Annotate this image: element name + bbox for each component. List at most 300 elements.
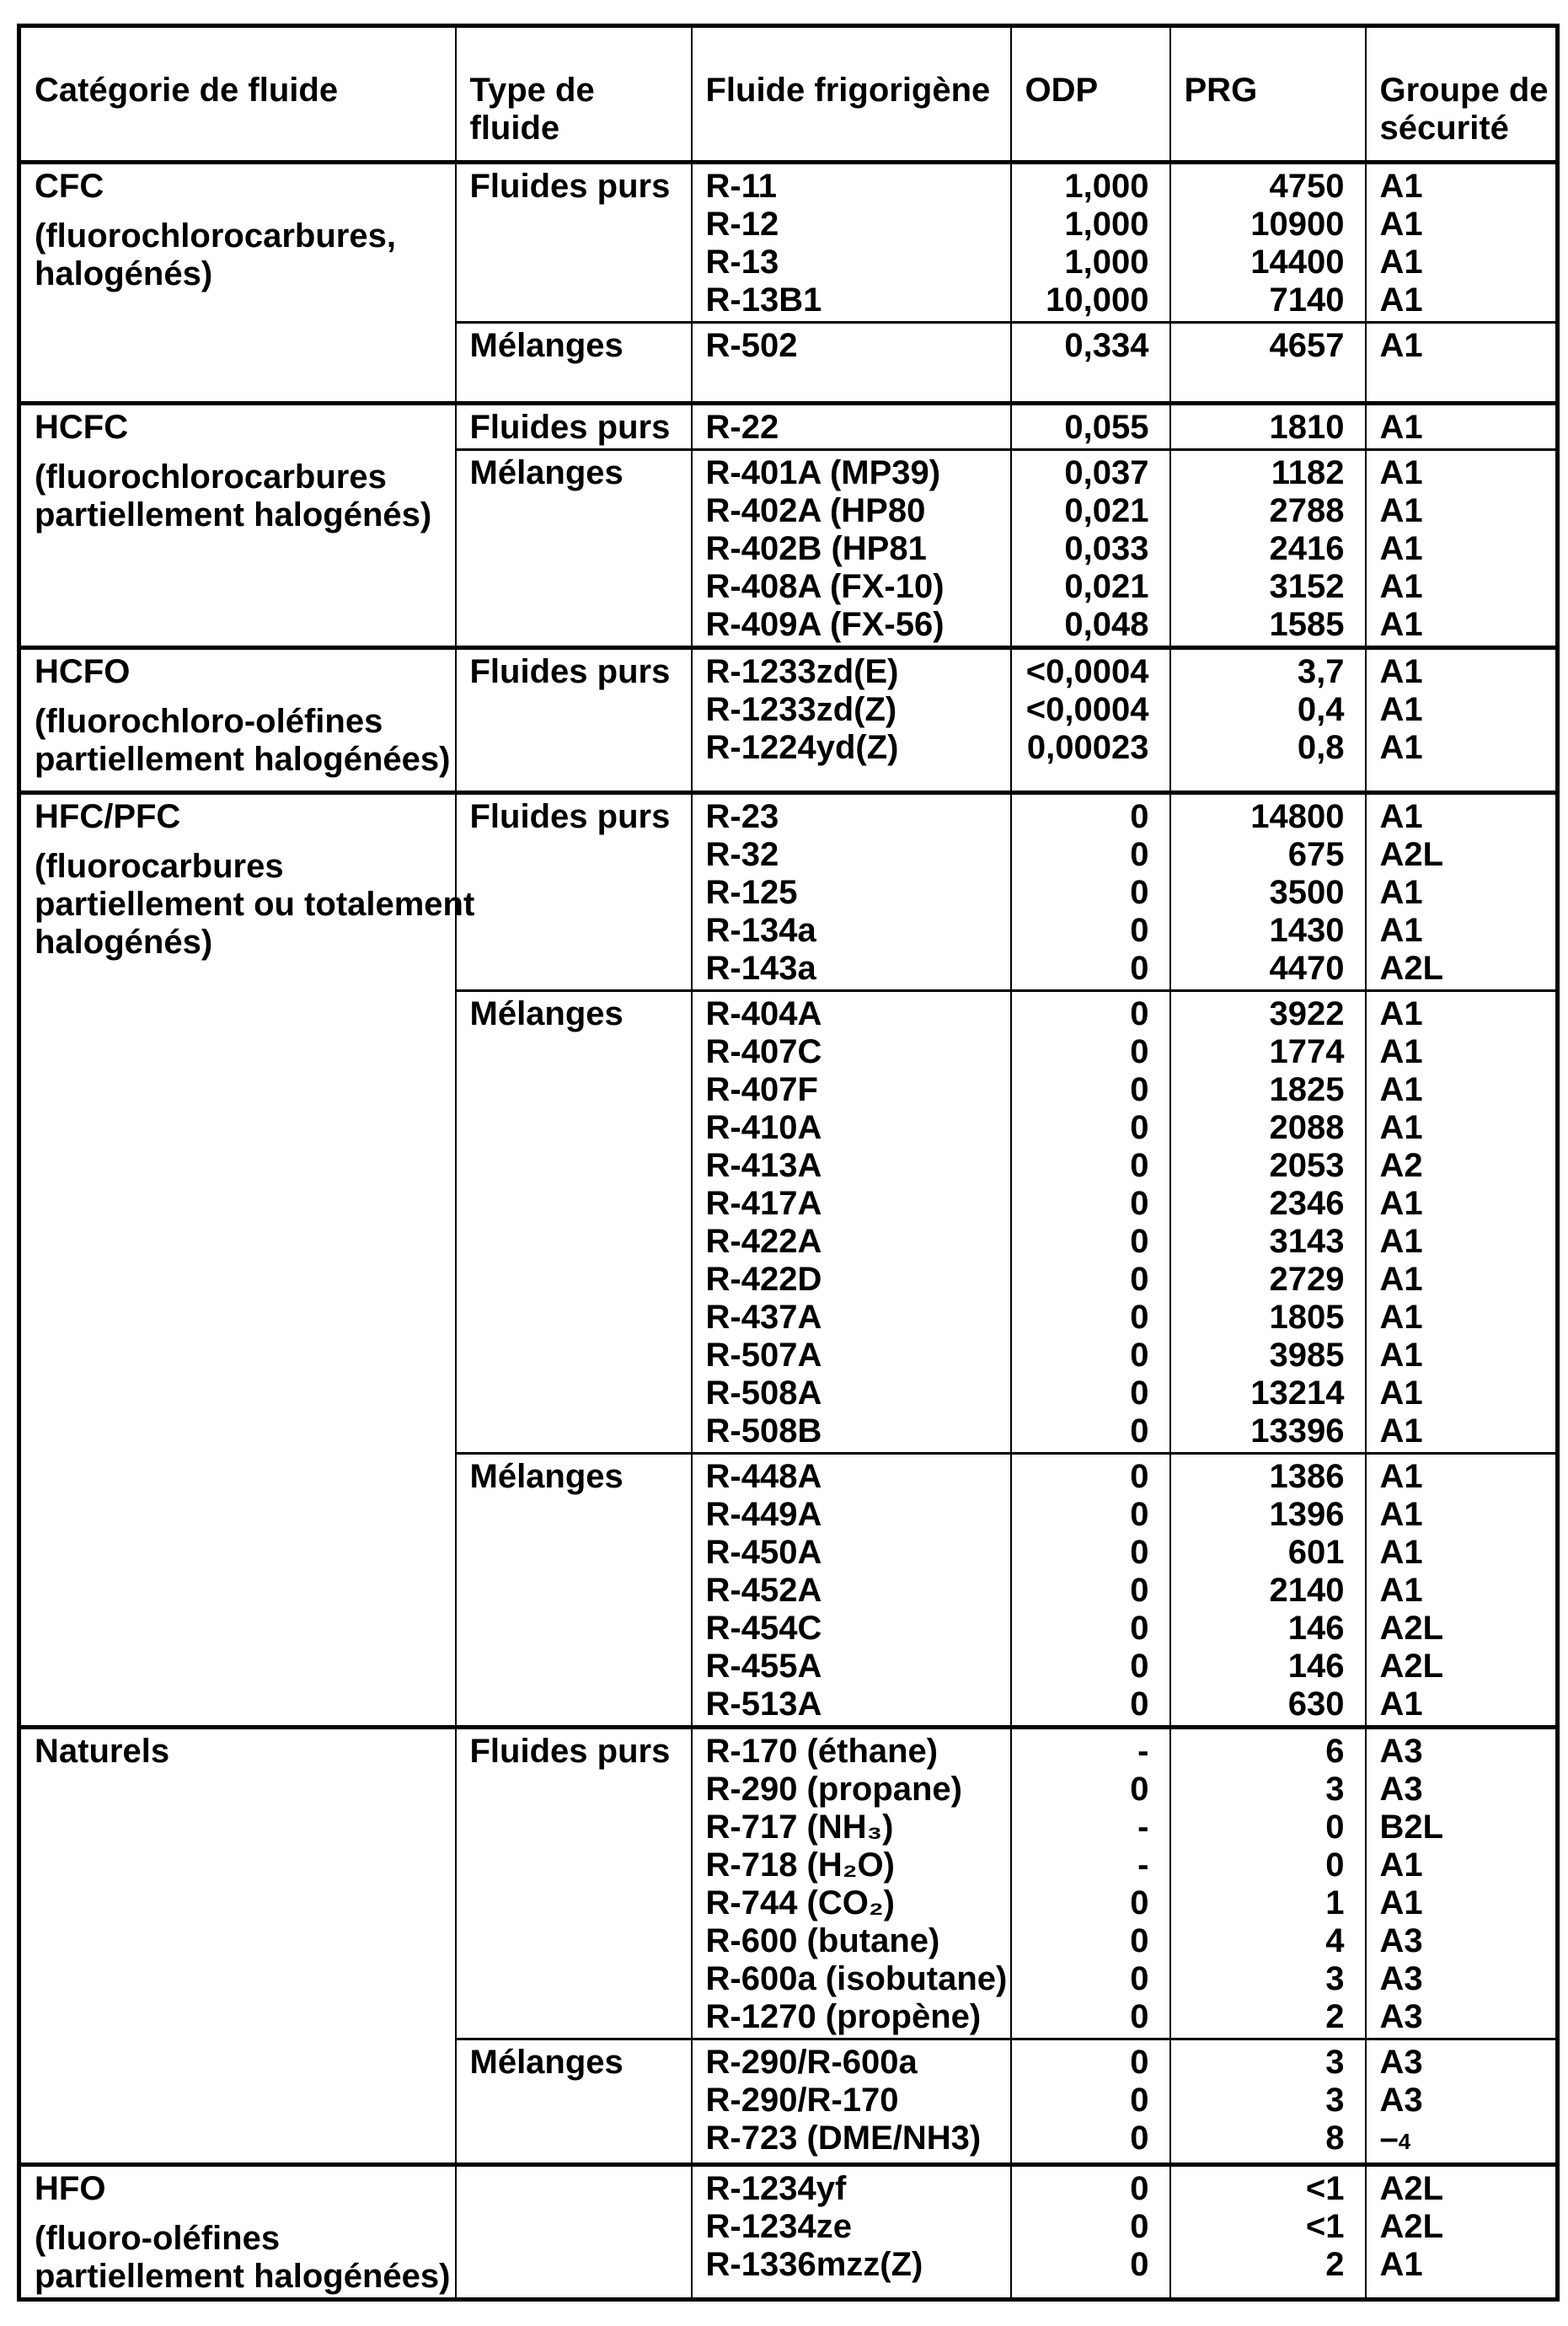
odp-value: 0 (1130, 995, 1149, 1032)
odp-cell (1011, 793, 1170, 991)
odp-value: 1,000 (1064, 244, 1149, 281)
prg-value: 0,4 (1297, 691, 1345, 728)
prg-value: 3 (1325, 1960, 1345, 1997)
fluid-name: R-408A (FX-10) (705, 568, 945, 605)
odp-value: - (1137, 1809, 1149, 1846)
prg-value: 1386 (1269, 1458, 1345, 1495)
fluid-name: R-1233zd(Z) (705, 691, 897, 728)
prg-value: 10900 (1250, 206, 1345, 243)
prg-value: 1430 (1269, 912, 1345, 949)
fluid-name: R-290 (propane) (705, 1771, 962, 1808)
prg-value: 14400 (1250, 244, 1345, 281)
fluid-name-cell (692, 163, 1011, 323)
odp-value: 0 (1130, 1534, 1149, 1571)
fluid-name: R-422D (705, 1261, 822, 1298)
odp-cell (1011, 1454, 1170, 1728)
prg-value: 2788 (1269, 492, 1345, 529)
category-desc-line: partiellement halogénées) (35, 2258, 451, 2295)
safety-group-value: A1 (1379, 1686, 1423, 1723)
category-cell (19, 793, 475, 1728)
odp-value: 0,055 (1064, 409, 1149, 446)
prg-value: 2416 (1269, 530, 1345, 567)
fluid-name: R-409A (FX-56) (705, 606, 945, 643)
safety-group-cell (1366, 1454, 1558, 1728)
prg-value: 1805 (1269, 1299, 1345, 1336)
safety-group-value: A1 (1379, 568, 1423, 605)
safety-group-value: A1 (1379, 1223, 1423, 1260)
prg-value: 4657 (1269, 327, 1345, 364)
col-header-odp: ODP (1011, 26, 1170, 163)
safety-group-value: A1 (1379, 244, 1423, 281)
safety-group-value: A1 (1379, 691, 1423, 728)
category-cell (19, 404, 456, 648)
prg-value: 1825 (1269, 1071, 1345, 1108)
fluid-type-cell (456, 450, 692, 648)
prg-value: 2729 (1269, 1261, 1345, 1298)
odp-cell (1011, 2165, 1170, 2300)
fluid-name: R-1233zd(E) (705, 653, 899, 690)
prg-cell (1170, 991, 1366, 1454)
col-header-categorie-de-fluide: Catégorie de fluide (19, 26, 456, 163)
safety-group-value: A1 (1379, 1337, 1423, 1374)
odp-value: 0,021 (1064, 492, 1149, 529)
fluid-name: R-718 (H₂O) (705, 1846, 895, 1884)
odp-value: - (1137, 1846, 1149, 1884)
safety-group-value: A2L (1379, 1648, 1444, 1685)
safety-group-value: A2L (1379, 836, 1444, 873)
odp-cell (1011, 2039, 1170, 2165)
odp-value: 0 (1130, 836, 1149, 873)
odp-value: 0 (1130, 2170, 1149, 2207)
fluid-type-label: Fluides purs (469, 168, 671, 205)
prg-value: 7140 (1269, 281, 1345, 319)
fluid-name-cell (692, 323, 1011, 404)
fluid-name: R-143a (705, 950, 816, 987)
table-row (19, 2165, 1558, 2300)
col-header-prg: PRG (1170, 26, 1366, 163)
safety-group-value: A1 (1379, 798, 1423, 835)
fluid-type-label: Fluides purs (469, 1733, 671, 1770)
safety-group-value: A3 (1379, 1998, 1423, 2035)
odp-cell (1011, 404, 1170, 450)
prg-value: 2346 (1269, 1185, 1345, 1222)
prg-value: 3152 (1269, 568, 1345, 605)
fluid-name: R-125 (705, 874, 798, 911)
fluid-name: R-401A (MP39) (705, 454, 941, 491)
odp-value: 0 (1130, 2044, 1149, 2081)
odp-value: <0,0004 (1025, 691, 1149, 728)
safety-group-text: – (1379, 2120, 1399, 2157)
fluid-type-label: Mélanges (469, 2044, 623, 2081)
odp-value: 0,037 (1064, 454, 1149, 491)
odp-value: 0 (1130, 2082, 1149, 2119)
fluid-name: R-404A (705, 995, 822, 1032)
fluid-type-cell (456, 793, 692, 991)
prg-value: 146 (1287, 1648, 1345, 1685)
odp-value: 0 (1130, 1458, 1149, 1495)
fluid-name-cell (692, 793, 1011, 991)
category-cell (19, 1728, 456, 2165)
category-name: HFO (35, 2170, 106, 2207)
safety-group-value: A3 (1379, 2082, 1423, 2119)
odp-value: 0 (1130, 1071, 1149, 1108)
fluid-name: R-744 (CO₂) (705, 1884, 895, 1921)
safety-group-cell (1366, 450, 1558, 648)
category-description (35, 217, 448, 293)
fluid-name: R-449A (705, 1496, 822, 1533)
odp-value: 0 (1130, 1299, 1149, 1336)
category-desc-line: (fluorocarbures (35, 848, 284, 885)
category-desc-line: partiellement ou totalement (35, 886, 475, 923)
prg-value: 1182 (1271, 454, 1345, 491)
table-row (19, 793, 1558, 991)
fluid-name: R-407C (705, 1033, 822, 1070)
fluid-name: R-13B1 (705, 281, 822, 319)
fluid-name: R-1270 (propène) (705, 1998, 982, 2035)
fluid-type-cell (456, 323, 692, 404)
fluid-name: R-22 (705, 409, 779, 446)
safety-group-cell (1366, 991, 1558, 1454)
fluid-name: R-13 (705, 244, 779, 281)
fluid-name: R-290/R-600a (705, 2044, 918, 2081)
fluid-type-cell (456, 1728, 692, 2039)
fluid-name: R-454C (705, 1610, 822, 1647)
odp-value: 0 (1130, 1686, 1149, 1723)
safety-group-value: A3 (1379, 1922, 1423, 1959)
odp-value: 0 (1130, 2246, 1149, 2283)
safety-group-value: A1 (1379, 206, 1423, 243)
odp-value: 0 (1130, 912, 1149, 949)
table-row (19, 404, 1558, 450)
prg-value: 3 (1325, 2044, 1345, 2081)
fluid-name: R-600 (butane) (705, 1922, 940, 1959)
prg-cell (1170, 1728, 1366, 2039)
prg-value: 0 (1325, 1809, 1345, 1846)
safety-group-value: A1 (1379, 454, 1423, 491)
odp-value: 0,021 (1064, 568, 1149, 605)
fluid-name: R-513A (705, 1686, 822, 1723)
fluid-type-cell (456, 2039, 692, 2165)
prg-cell (1170, 2039, 1366, 2165)
col-header-groupe-de-securite: Groupe de sécurité (1366, 26, 1558, 163)
odp-value: 1,000 (1064, 206, 1149, 243)
fluid-name: R-32 (705, 836, 779, 873)
odp-value: 0 (1130, 1412, 1149, 1450)
category-name: HCFO (35, 653, 131, 690)
fluid-name: R-1336mzz(Z) (705, 2246, 923, 2283)
safety-group-value: A1 (1379, 281, 1423, 319)
odp-value: 0 (1130, 1572, 1149, 1609)
fluid-name: R-455A (705, 1648, 822, 1685)
fluid-name: R-422A (705, 1223, 822, 1260)
odp-value: 0 (1130, 1337, 1149, 1374)
safety-group-value: A1 (1379, 1458, 1423, 1495)
category-desc-line: halogénés) (35, 924, 213, 961)
footnote-marker: 4 (1398, 2129, 1411, 2154)
safety-group-value: A2 (1379, 1147, 1423, 1184)
odp-value: <0,0004 (1025, 653, 1149, 690)
odp-value: 0 (1130, 1610, 1149, 1647)
safety-group-value (1380, 2120, 1549, 2161)
prg-value: 3500 (1269, 874, 1345, 911)
category-cell (19, 648, 456, 793)
odp-value: 0 (1130, 2120, 1149, 2157)
safety-group-value: A2L (1379, 1610, 1444, 1647)
fluid-name: R-717 (NH₃) (705, 1809, 894, 1846)
prg-value: 4 (1325, 1922, 1345, 1959)
fluid-name-cell (692, 648, 1011, 793)
prg-value: 146 (1287, 1610, 1345, 1647)
fluid-type-cell (456, 163, 692, 323)
safety-group-value: A1 (1379, 995, 1423, 1032)
prg-value: 4470 (1269, 950, 1345, 987)
safety-group-cell (1366, 793, 1558, 991)
fluid-type-cell (456, 2165, 692, 2300)
safety-group-cell (1366, 2039, 1558, 2165)
prg-value: 2 (1325, 2246, 1345, 2283)
safety-group-value: A1 (1379, 606, 1423, 643)
odp-value: 0 (1130, 1648, 1149, 1685)
fluid-type-label: Mélanges (469, 454, 623, 491)
odp-value: 0 (1130, 2208, 1149, 2245)
odp-cell (1011, 1728, 1170, 2039)
safety-group-value: A1 (1379, 1412, 1423, 1450)
fluid-type-cell (456, 648, 692, 793)
fluid-name: R-1234ze (705, 2208, 852, 2245)
prg-value: 0,8 (1297, 729, 1345, 766)
safety-group-value: A2L (1379, 950, 1444, 987)
fluid-name-cell (692, 404, 1011, 450)
table-row (19, 1728, 1558, 2039)
refrigerant-table-body (19, 163, 1558, 2300)
prg-value: 1 (1325, 1884, 1345, 1921)
odp-value: 0 (1130, 798, 1149, 835)
category-desc-line: partiellement halogénés) (35, 496, 432, 533)
safety-group-value: A1 (1379, 1261, 1423, 1298)
category-desc-line: (fluorochlorocarbures, (35, 217, 396, 255)
fluid-name: R-600a (isobutane) (705, 1960, 1008, 1997)
table-row (19, 163, 1558, 323)
safety-group-value: A1 (1379, 2246, 1423, 2283)
safety-group-value: A1 (1379, 1534, 1423, 1571)
prg-cell (1170, 648, 1366, 793)
safety-group-value: A3 (1379, 1733, 1423, 1770)
fluid-type-label: Fluides purs (469, 409, 671, 446)
safety-group-value: A1 (1379, 1496, 1423, 1533)
safety-group-value: A1 (1379, 729, 1423, 766)
safety-group-cell (1366, 163, 1558, 323)
prg-value: 1396 (1269, 1496, 1345, 1533)
safety-group-value: A1 (1379, 1884, 1423, 1921)
fluid-name-cell (692, 991, 1011, 1454)
prg-value: 2053 (1269, 1147, 1345, 1184)
odp-value: 0,033 (1064, 530, 1149, 567)
prg-value: 8 (1325, 2120, 1345, 2157)
fluid-name-cell (692, 2039, 1011, 2165)
prg-cell (1170, 1454, 1366, 1728)
odp-cell (1011, 323, 1170, 404)
odp-value: 0,048 (1064, 606, 1149, 643)
prg-cell (1170, 793, 1366, 991)
prg-value: 1585 (1269, 606, 1345, 643)
category-description (35, 458, 448, 534)
safety-group-value: A1 (1379, 912, 1423, 949)
fluid-name: R-508B (705, 1412, 822, 1450)
safety-group-value: A1 (1379, 409, 1423, 446)
category-name: CFC (35, 168, 104, 205)
odp-cell (1011, 163, 1170, 323)
prg-value: <1 (1305, 2208, 1345, 2245)
category-name: Naturels (35, 1733, 170, 1770)
fluid-name: R-452A (705, 1572, 822, 1609)
odp-value: 0 (1130, 950, 1149, 987)
odp-value: - (1137, 1733, 1149, 1770)
fluid-name: R-508A (705, 1375, 822, 1412)
odp-value: 1,000 (1064, 168, 1149, 205)
safety-group-value: A1 (1379, 1572, 1423, 1609)
col-header-type-de-fluide: Type de fluide (456, 26, 692, 163)
fluid-type-cell (456, 991, 692, 1454)
safety-group-value: A1 (1379, 327, 1423, 364)
safety-group-value: A1 (1379, 492, 1423, 529)
odp-value: 0 (1130, 1960, 1149, 1997)
fluid-type-label: Fluides purs (469, 798, 671, 835)
fluid-name-cell (692, 2165, 1011, 2300)
fluid-name: R-417A (705, 1185, 822, 1222)
safety-group-cell (1366, 1728, 1558, 2039)
category-description (35, 848, 475, 962)
odp-value: 0 (1130, 1109, 1149, 1146)
odp-value: 0,00023 (1026, 729, 1149, 766)
prg-value: 13396 (1250, 1412, 1345, 1450)
category-desc-line: (fluoro-oléfines (35, 2220, 281, 2257)
odp-value: 0 (1130, 1922, 1149, 1959)
odp-cell (1011, 648, 1170, 793)
prg-value: 0 (1325, 1846, 1345, 1884)
prg-value: 3,7 (1297, 653, 1345, 690)
fluid-name: R-413A (705, 1147, 822, 1184)
safety-group-value: A1 (1379, 1071, 1423, 1108)
odp-value: 10,000 (1046, 281, 1149, 319)
prg-value: 4750 (1269, 168, 1345, 205)
fluid-name: R-170 (éthane) (705, 1733, 939, 1770)
fluid-name: R-1224yd(Z) (705, 729, 899, 766)
odp-value: 0 (1130, 874, 1149, 911)
fluid-name-cell (692, 1728, 1011, 2039)
odp-value: 0 (1130, 1185, 1149, 1222)
fluid-type-label: Mélanges (469, 995, 623, 1032)
safety-group-value: A2L (1379, 2170, 1444, 2207)
fluid-name: R-407F (705, 1071, 818, 1108)
odp-value: 0 (1130, 1147, 1149, 1184)
safety-group-value: A3 (1379, 1960, 1423, 1997)
fluid-name: R-1234yf (705, 2170, 847, 2207)
fluid-type-cell (456, 1454, 692, 1728)
fluid-name-cell (692, 1454, 1011, 1728)
safety-group-value: A1 (1379, 530, 1423, 567)
category-cell (19, 2165, 456, 2300)
category-desc-line: halogénés) (35, 255, 213, 292)
prg-value: 3985 (1269, 1337, 1345, 1374)
safety-group-value: A3 (1379, 2044, 1423, 2081)
header-row (19, 26, 1558, 163)
fluid-type-label: Mélanges (469, 1458, 623, 1495)
prg-value: 2 (1325, 1998, 1345, 2035)
prg-value: 13214 (1250, 1375, 1345, 1412)
fluid-name: R-507A (705, 1337, 822, 1374)
fluid-name: R-723 (DME/NH3) (705, 2120, 982, 2157)
prg-cell (1170, 163, 1366, 323)
odp-value: 0,334 (1064, 327, 1149, 364)
category-name: HCFC (35, 409, 129, 446)
prg-value: 2140 (1269, 1572, 1345, 1609)
safety-group-value: A1 (1379, 1109, 1423, 1146)
safety-group-value: A1 (1379, 874, 1423, 911)
prg-value: <1 (1305, 2170, 1345, 2207)
prg-cell (1170, 323, 1366, 404)
odp-value: 0 (1130, 1496, 1149, 1533)
table-row (19, 648, 1558, 793)
safety-group-value: A1 (1379, 1846, 1423, 1884)
prg-value: 601 (1287, 1534, 1345, 1571)
odp-cell (1011, 450, 1170, 648)
safety-group-cell (1366, 404, 1558, 450)
safety-group-cell (1366, 2165, 1558, 2300)
safety-group-value: B2L (1379, 1809, 1444, 1846)
fluid-name-cell (692, 450, 1011, 648)
refrigerant-table (17, 24, 1560, 2302)
category-desc-line: partiellement halogénées) (35, 741, 451, 778)
prg-value: 630 (1287, 1686, 1345, 1723)
odp-value: 0 (1130, 1261, 1149, 1298)
fluid-name: R-11 (705, 168, 777, 205)
safety-group-value: A2L (1379, 2208, 1444, 2245)
category-description (35, 2220, 451, 2296)
odp-value: 0 (1130, 1771, 1149, 1808)
prg-cell (1170, 404, 1366, 450)
fluid-type-label: Fluides purs (469, 653, 671, 690)
odp-value: 0 (1130, 1375, 1149, 1412)
odp-value: 0 (1130, 1223, 1149, 1260)
category-cell (19, 163, 456, 404)
prg-value: 675 (1287, 836, 1345, 873)
odp-cell (1011, 991, 1170, 1454)
fluid-name: R-437A (705, 1299, 822, 1336)
fluid-name: R-402B (HP81 (705, 530, 927, 567)
prg-cell (1170, 450, 1366, 648)
prg-value: 1774 (1269, 1033, 1345, 1070)
fluid-name: R-23 (705, 798, 779, 835)
prg-value: 2088 (1269, 1109, 1345, 1146)
prg-value: 3 (1325, 2082, 1345, 2119)
fluid-type-cell (456, 404, 692, 450)
safety-group-cell (1366, 323, 1558, 404)
prg-value: 6 (1325, 1733, 1345, 1770)
odp-value: 0 (1130, 1033, 1149, 1070)
category-name: HFC/PFC (35, 798, 181, 835)
category-description (35, 703, 451, 779)
fluid-type-label: Mélanges (469, 327, 623, 364)
category-desc-line: (fluorochlorocarbures (35, 458, 387, 496)
prg-cell (1170, 2165, 1366, 2300)
fluid-name: R-402A (HP80 (705, 492, 926, 529)
col-header-fluide-frigorigene: Fluide frigorigène (692, 26, 1011, 163)
category-desc-line: (fluorochloro-oléfines (35, 703, 383, 740)
safety-group-cell (1366, 648, 1558, 793)
fluid-name: R-502 (705, 327, 798, 364)
safety-group-value: A1 (1379, 1375, 1423, 1412)
fluid-name: R-450A (705, 1534, 822, 1571)
